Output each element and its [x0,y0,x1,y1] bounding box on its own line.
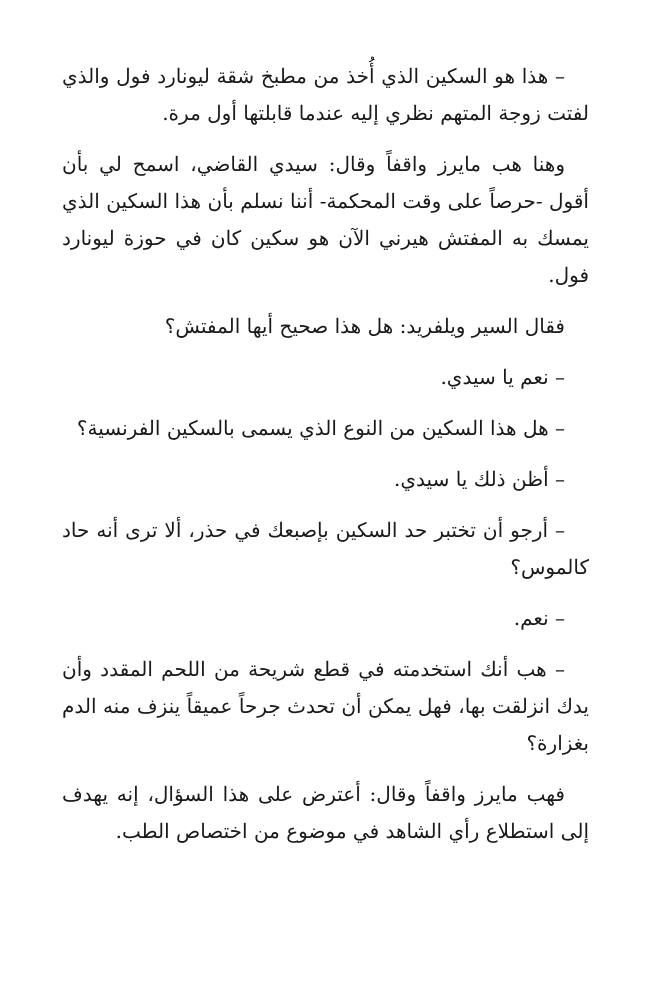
paragraph-myers-objects: فهب مايرز واقفاً وقال: أعترض على هذا السؤال، إنه يهدف إلى استطلاع رأي الشاهد في موضوع من اختصاص الطب. [62,782,589,843]
paragraph-yes: – نعم. [513,606,565,630]
paragraph-french-knife-question: – هل هذا السكين من النوع الذي يسمى بالسكين الفرنسية؟ [76,416,565,440]
paragraph-i-think-so: – أظن ذلك يا سيدي. [394,467,565,491]
paragraph-yes-sir: – نعم يا سيدي. [440,365,565,389]
paragraph-test-edge: – أرجو أن تختبر حد السكين بإصبعك في حذر، ألا ترى أنه حاد كالموس؟ [62,518,589,579]
paragraph-knife-description: – هذا هو السكين الذي أُخذ من مطبخ شقة ليونارد فول والذي لفتت زوجة المتهم نظري إليه عندما قابلتها أول مرة. [62,64,589,125]
paragraph-wilfrid-question: فقال السير ويلفريد: هل هذا صحيح أيها المفتش؟ [164,314,565,338]
paragraph-ham-cut-question: – هب أنك استخدمته في قطع شريحة من اللحم المقدد وأن يدك انزلقت بها، فهل يمكن أن تحدث جرحاً عميقاً ينزف منه الدم بغزارة؟ [62,657,589,755]
paragraph-myers-objection-time: وهنا هب مايرز واقفاً وقال: سيدي القاضي، اسمح لي بأن أقول -حرصاً على وقت المحكمة- أننا نسلم بأن هذا السكين الذي يمسك به المفتش هيرني الآن هو سكين كان في حوزة ليونارد فول. [62,152,589,287]
